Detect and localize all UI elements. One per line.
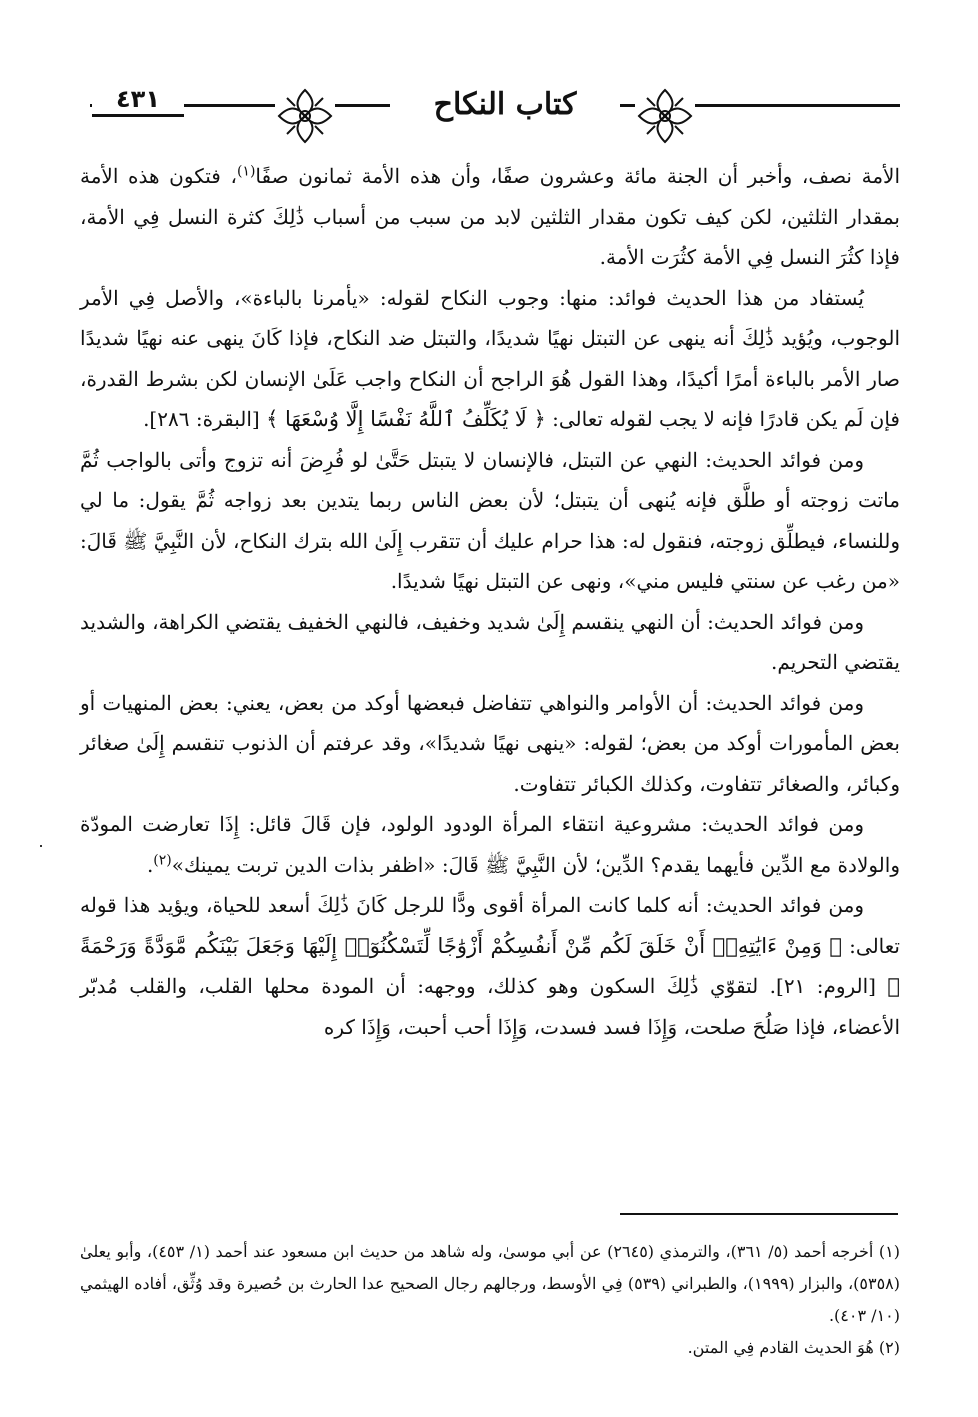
stray-mark <box>40 845 42 847</box>
text-segment: يُستفاد من هذا الحديث فوائد: منها: وجوب النكاح لقوله: «يأمرنا بالباءة»، والأصل فِي الأمر الوجوب، ويُؤيد ذَٰلِكَ أنه ينهى عن التبتل نهيًا شديدًا، والتبتل ضد النكاح، فإذا كَانَ ينهى عنه نهيًا شديدًا صار الأمر بالباءة أمرًا أكيدًا، وهذا القول هُوَ الراجح أن النكاح واجب عَلَىٰ الإنسان لكن بشرط القدرة، فإن لَم يكن قادرًا فإنه لا يجب لقوله تعالى: <box>80 285 900 431</box>
quran-verse: ﴿ لَا يُكَلِّفُ ٱللَّهُ نَفْسًا إِلَّا وُسْعَهَا ﴾ <box>266 407 546 431</box>
paragraph <box>80 278 900 440</box>
footnote: (١) أخرجه أحمد (٥/ ٣٦١)، والترمذي (٢٦٤٥) عن أبي موسىٰ، وله شاهد من حديث ابن مسعود عند أحمد (١/ ٤٥٣)، وأبو يعلىٰ (٥٣٥٨)، والبزار (١٩٩٩)، والطبراني (٥٣٩) فِي الأوسط، ورجالهم رجال الصحيح عدا الحارث بن حُصيرة وقد وُثِّق، أفاده الهيثمي (١٠/ ٤٠٣). <box>80 1242 900 1325</box>
running-title: كتاب النكاح <box>390 82 620 128</box>
quran-verse: ﴿ وَمِنْ ءَايَٰتِهِۦٓ أَنْ خَلَقَ لَكُم مِّنْ أَنفُسِكُمْ أَزْوَٰجًا لِّتَسْكُنُوٓا۟ إِلَيْهَا وَجَعَلَ بَيْنَكُم مَّوَدَّةً وَرَحْمَةً ﴾ <box>80 933 901 998</box>
paragraph: ومن فوائد الحديث: أن الأوامر والنواهي تتفاضل فبعضها أوكد من بعض، يعني: بعض المنهيات أو بعض المأمورات أوكد من بعض؛ لقوله: «ينهى نهيًا شديدًا»، وقد عرفتم أن الذنوب تنقسم إِلَىٰ صغائر وكبائر، والصغائر تتفاوت، وكذلك الكبائر تتفاوت. <box>80 690 900 796</box>
main-text <box>80 156 900 1047</box>
verse-reference: [البقرة: ٢٨٦]. <box>143 407 267 431</box>
footnote-ref: (٢) <box>153 851 172 868</box>
page-header <box>80 78 900 158</box>
text-segment: [الروم: ٢١]. لتقوّي ذَٰلِكَ السكون وهو كذلك، ووجهه: أن المودة محلها القلب، والقلب مُدبّر الأعضاء، فإذا صَلُحَ صلحت، وَإِذَا فسد فسدت، وَإِذَا أحب أحبت، وَإِذَا كره <box>80 974 900 1039</box>
paragraph: ومن فوائد الحديث: النهي عن التبتل، فالإنسان لا يتبتل حَتَّىٰ لو فُرِضَ أنه تزوج وأتى بالواجب ثُمَّ ماتت زوجته أو طلَّق فإنه يُنهى أن يتبتل؛ لأن بعض الناس ربما يتدين بعد زواجه ثُمَّ يقول: ما لي وللنساء، فيطلِّق زوجته، فنقول له: هذا حرام عليك أن تتقرب إِلَىٰ الله بترك النكاح، لأن النَّبِيَّ ﷺ قَالَ: «من رغب عن سنتي فليس مني»، ونهى عن التبتل نهيًا شديدًا. <box>79 447 900 593</box>
text-segment: ، فتكون هذه الأمة بمقدار الثلثين، لكن كيف تكون مقدار الثلثين لابد من سبب من أسباب ذَٰلِكَ كثرة النسل فِي الأمة، فإذا كثُرَ النسل فِي الأمة كثُرَت الأمة. <box>80 164 900 269</box>
text-segment: ومن فوائد الحديث: مشروعية انتقاء المرأة الودود الولود، فإن قَالَ قائل: إِذَا تعارضت المودّة والولادة مع الدِّين فأيهما يقدم؟ الدِّين؛ لأن النَّبِيَّ ﷺ قَالَ: «اظفر بذات الدين تربت يمينك» <box>80 812 900 877</box>
paragraph <box>80 156 900 278</box>
paragraph <box>80 885 900 1047</box>
page-number: ٤٣١ <box>92 84 184 117</box>
footnotes <box>80 1236 900 1364</box>
floral-ornament-icon <box>635 86 695 146</box>
floral-ornament-icon <box>275 86 335 146</box>
footnote-ref: (١) <box>236 163 256 180</box>
paragraph: ومن فوائد الحديث: أن النهي ينقسم إِلَىٰ شديد وخفيف، فالنهي الخفيف يقتضي الكراهة، والشديد يقتضي التحريم. <box>80 609 900 674</box>
text-segment: ومن فوائد الحديث: أنه كلما كانت المرأة أقوى ودًّا للرجل كَانَ ذَٰلِكَ أسعد للحياة، ويؤيد هذا قوله تعالى: <box>80 893 900 958</box>
paragraph <box>80 804 900 885</box>
text-segment: . <box>146 852 154 877</box>
footnote: (٢) هُوَ الحديث القادم فِي المتن. <box>687 1338 900 1357</box>
footnote-separator <box>620 1213 898 1215</box>
text-segment: الأمة نصف، وأخبر أن الجنة مائة وعشرون صفًا، وأن هذه الأمة ثمانون صفًا <box>255 164 901 188</box>
